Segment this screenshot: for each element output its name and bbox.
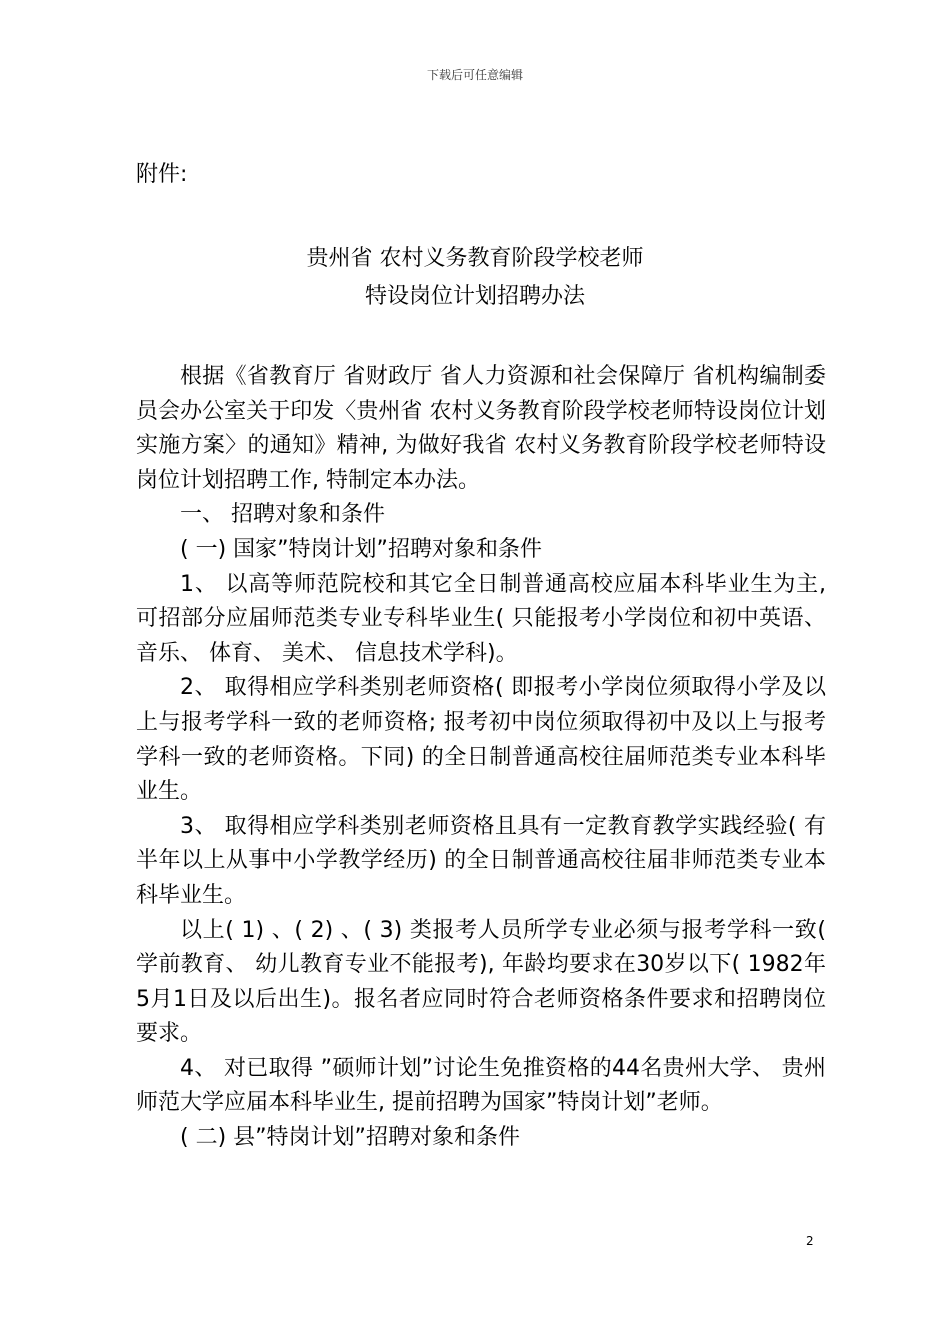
- list-item-1: 1、 以高等师范院校和其它全日制普通高校应届本科毕业生为主, 可招部分应届师范类专业专科毕业生( 只能报考小学岗位和初中英语、 音乐、 体育、 美术、 信息技术学科)。: [136, 571, 826, 666]
- sub-heading-2: ( 二) 县”特岗计划”招聘对象和条件: [180, 1125, 520, 1151]
- list-item-3: 3、 取得相应学科类别老师资格且具有一定教育教学实践经验( 有半年以上从事中小学教学经历) 的全日制普通高校往届非师范类专业本科毕业生。: [136, 813, 826, 908]
- title-line-2: 特设岗位计划招聘办法: [364, 284, 585, 309]
- list-item-4: 4、 对已取得 ”硕师计划”讨论生免推资格的44名贵州大学、 贵州师范大学应届本科毕业生, 提前招聘为国家”特岗计划”老师。: [136, 1055, 826, 1116]
- document-title: [0, 240, 950, 316]
- header-note: 下载后可任意编辑: [426, 68, 523, 82]
- page-number: 2: [806, 1234, 814, 1248]
- attachment-label: 附件:: [136, 162, 188, 187]
- intro-paragraph: 根据《省教育厅 省财政厅 省人力资源和社会保障厅 省机构编制委员会办公室关于印发〈贵州省 农村义务教育阶段学校老师特设岗位计划实施方案〉的通知》精神, 为做好我省 农村义务教育阶段学校老师特设岗位计划招聘工作, 特制定本办法。: [136, 364, 826, 493]
- list-item-2: 2、 取得相应学科类别老师资格( 即报考小学岗位须取得小学及以上与报考学科一致的老师资格; 报考初中岗位须取得初中及以上与报考学科一致的老师资格。下同) 的全日制普通高校往届师范类专业本科毕业生。: [136, 675, 826, 805]
- section-heading-1: 一、 招聘对象和条件: [180, 502, 385, 528]
- document-body: [136, 360, 826, 1156]
- requirements-note: 以上( 1) 、( 2) 、( 3) 类报考人员所学专业必须与报考学科一致( 学前教育、 幼儿教育专业不能报考), 年龄均要求在30岁以下( 1982年5月1日及以后出生)。报名者应同时符合老师资格条件要求和招聘岗位要求。: [136, 917, 826, 1047]
- title-line-1: 贵州省 农村义务教育阶段学校老师: [306, 246, 644, 271]
- sub-heading-1: ( 一) 国家”特岗计划”招聘对象和条件: [180, 536, 542, 562]
